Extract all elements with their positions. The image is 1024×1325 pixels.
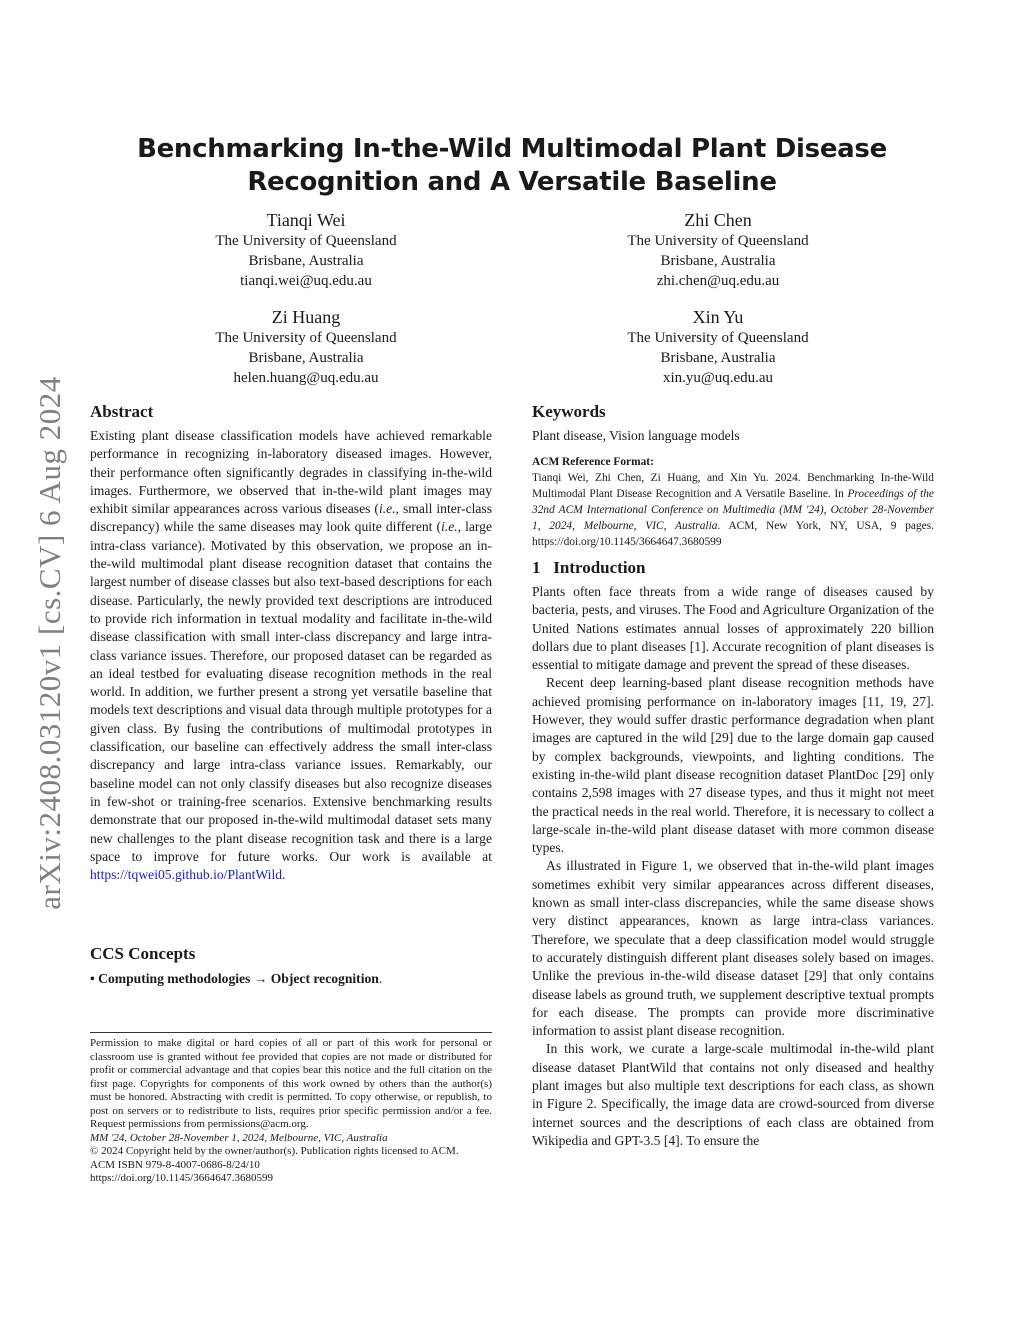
abstract-section [90,401,492,884]
isbn-line: ACM ISBN 979-8-4007-0686-8/24/10 [90,1158,260,1171]
author-affiliation: The University of Queensland [215,233,397,249]
abstract-text-part: small inter-class discrepancy) while the same diseases may look quite different ( [90,501,492,535]
author-email: zhi.chen@uq.edu.au [656,273,780,289]
abstract-italic: i.e., [441,519,462,535]
project-link[interactable]: https://tqwei05.github.io/PlantWild [90,867,283,883]
keywords-text: Plant disease, Vision language models [532,428,740,443]
author-affiliation: The University of Queensland [627,233,809,249]
introduction-heading: 1 Introduction [532,558,646,577]
intro-paragraph: Plants often face threats from a wide range of diseases caused by bacteria, pests, and viruses. The Food and Agriculture Organization of the United Nations estimates annual losses of approximately 220 billion dollars due to plant diseases [1]. Accurate recognition of plant diseases is essential to mitigate damage and prevent the spread of these diseases. [532,584,934,673]
author-location: Brisbane, Australia [660,253,776,269]
acm-reference-text [532,470,934,550]
ccs-section [90,943,492,988]
arxiv-sidebar-stamp: arXiv:2408.03120v1 [cs.CV] 6 Aug 2024 [32,376,67,910]
paper-title: Benchmarking In-the-Wild Multimodal Plant Disease Recognition and A Versatile Baseline [137,134,887,197]
footnote-divider [90,1032,492,1033]
author-block [568,306,868,388]
author-affiliation: The University of Queensland [215,330,397,346]
abstract-text-part: . [282,867,286,883]
acm-reference-part: Tianqi Wei, Zhi Chen, Zi Huang, and Xin Yu. 2024. Benchmarking In-the-Wild Multimodal Plant Disease Recognition and A Versatile Baseline. In [532,472,934,500]
copyright-line: © 2024 Copyright held by the owner/author(s). Publication rights licensed to ACM. [90,1145,459,1157]
author-block [568,209,868,291]
intro-paragraph: Recent deep learning-based plant disease recognition methods have achieved promising performance on in-laboratory images [11, 19, 27]. However, they would suffer drastic performance degradation when plant images are captured in the wild [29] due to the large domain gap caused by complex backgrounds, viewpoints, and lighting conditions. The existing in-the-wild plant disease recognition dataset PlantDoc [29] only contains 2,598 images with 27 disease types, and thus it might not meet the practical needs in the real world. Therefore, it is necessary to collect a large-scale in-the-wild plant disease dataset with more common disease types. [532,675,934,856]
intro-paragraph: In this work, we curate a large-scale multimodal in-the-wild plant disease dataset PlantWild that contains not only diseased and healthy plant images but also multiple text descriptions for each class, as shown in Figure 2. Specifically, the image data are crowd-sourced from diverse internet sources and the descriptions of each class are obtained from Wikipedia and GPT-3.5 [4]. To ensure the [532,1041,934,1148]
abstract-heading: Abstract [90,402,154,421]
author-block [156,209,456,291]
author-email: tianqi.wei@uq.edu.au [240,273,372,289]
intro-paragraph: As illustrated in Figure 1, we observed that in-the-wild plant images sometimes exhibit very similar appearances across different diseases, known as small inter-class discrepancies, while the same disease shows very distinct appearances, known as large intra-class variances. Therefore, we speculate that a deep classification model would struggle to accurately distinguish different plant diseases solely based on images. Unlike the previous in-the-wild disease dataset [29] that only contains disease labels as ground truth, we supplement descriptive textual prompts for each disease. The prompts can provide more discriminative information to assist plant disease recognition. [532,858,934,1039]
author-location: Brisbane, Australia [660,350,776,366]
author-affiliation: The University of Queensland [627,330,809,346]
ccs-concept: • Computing methodologies → Object recognition [90,971,379,986]
permission-notice: Permission to make digital or hard copies of all or part of this work for personal or classroom use is granted without fee provided that copies are not made or distributed for profit or commercial advantage and that copies bear this notice and the full citation on the first page. Copyrights for components of this work owned by others than the author(s) must be honored. Abstracting with credit is permitted. To copy otherwise, or republish, to post on servers or to redistribute to lists, requires prior specific permission and/or a fee. Request permissions from permissions@acm.org. [90,1037,492,1130]
abstract-text-part: Existing plant disease classification models have achieved remarkable performance in recognizing in-laboratory diseased images. However, their performance often significantly degrades in classifying in-the-wild images. Furthermore, we observed that in-the-wild plant images may exhibit similar appearances across various diseases ( [90,428,492,517]
ccs-item [90,970,492,988]
author-block [156,306,456,388]
introduction-section [532,557,934,1150]
acm-reference-venue: Proceedings of the 32nd ACM International Conference on Multimedia (MM '24), October 28-November 1, 2024, Melbourne, VIC, Australia. [532,488,934,532]
footnote [90,1037,492,1186]
keywords-section [532,401,934,445]
abstract-text-part: large intra-class variance). Motivated by this observation, we propose an in-the-wild multimodal plant disease recognition dataset that contains the largest number of disease classes but also text-based descriptions for each disease. Particularly, the newly provided text descriptions are introduced to provide rich information in textual modality and facilitate in-the-wild disease classification with small inter-class discrepancy and large intra-class variance issues. Therefore, our proposed dataset can be regarded as an ideal testbed for evaluating disease recognition methods in the real world. In addition, we further present a strong yet versatile baseline that models text descriptions and visual data through multiple prototypes for a given class. By fusing the contributions of multimodal prototypes in classification, our baseline can effectively address the small inter-class discrepancy and large intra-class variance issues. Remarkably, our baseline model can not only classify diseases but also recognize diseases in few-shot or training-free scenarios. Extensive benchmarking results demonstrate that our proposed in-the-wild multimodal dataset sets many new challenges to the plant disease recognition task and there is a large space to improve for future works. Our work is available at [90,519,493,864]
author-name: Xin Yu [692,307,744,327]
author-name: Zhi Chen [684,210,752,230]
author-location: Brisbane, Australia [248,350,364,366]
keywords-heading: Keywords [532,402,606,421]
abstract-italic: i.e., [378,501,399,517]
abstract-text [90,427,492,884]
author-name: Tianqi Wei [266,210,346,230]
acm-reference-section [532,454,934,550]
ccs-end: . [378,971,383,986]
acm-reference-part: ACM, New York, NY, USA, 9 pages. https://doi.org/10.1145/3664647.3680599 [532,520,934,548]
ccs-heading: CCS Concepts [90,944,196,963]
acm-reference-heading: ACM Reference Format: [532,456,654,468]
author-location: Brisbane, Australia [248,253,364,269]
author-name: Zi Huang [271,307,341,327]
doi-line: https://doi.org/10.1145/3664647.3680599 [90,1172,274,1184]
author-email: helen.huang@uq.edu.au [233,370,379,386]
author-email: xin.yu@uq.edu.au [662,370,774,386]
conference-info: MM '24, October 28-November 1, 2024, Melbourne, VIC, Australia [90,1131,388,1144]
